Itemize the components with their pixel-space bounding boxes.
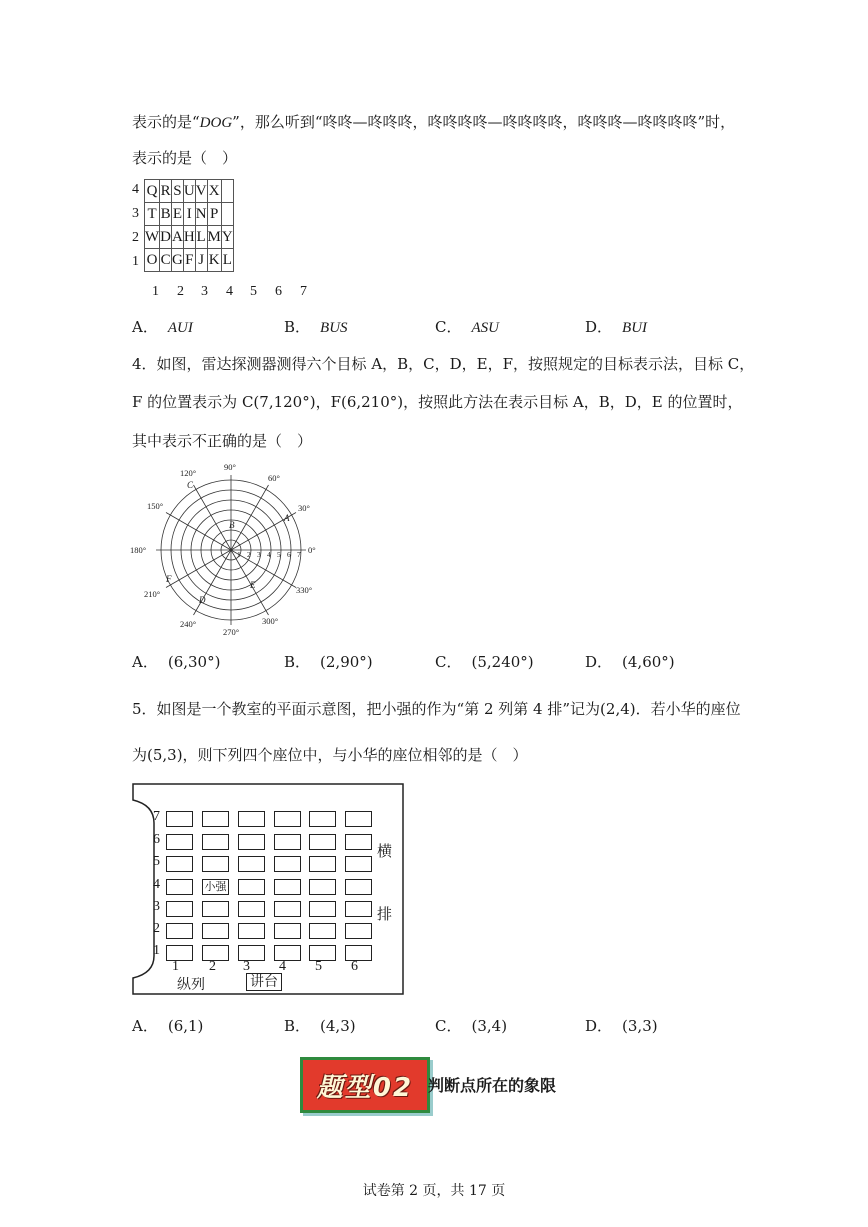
grid-row-label: 1 [132, 254, 139, 269]
q3-line1 [132, 112, 735, 133]
point-c: C [187, 480, 194, 490]
option-value: (3,4) [471, 1017, 508, 1035]
seat [345, 945, 372, 961]
seat [309, 856, 336, 872]
option-label: B． [284, 653, 311, 671]
option-label: C． [435, 653, 462, 671]
grid-col-label: 4 [226, 284, 233, 299]
angle-label: 300° [262, 616, 279, 626]
seat [166, 923, 193, 939]
col-label: 4 [279, 959, 286, 974]
angle-label: 330° [296, 585, 313, 595]
point-a: A [284, 513, 290, 523]
grid-cell: F [183, 249, 195, 272]
zonglie-label: 纵列 [177, 977, 205, 993]
row-label: 7 [153, 809, 160, 824]
seat [345, 879, 372, 895]
col-label: 1 [172, 959, 179, 974]
q3-option-a[interactable] [132, 317, 193, 338]
ring-label: 1 [237, 550, 241, 559]
q5-line2: 为(5,3)，则下列四个座位中，与小华的座位相邻的是（ ） [132, 746, 528, 764]
angle-label: 240° [180, 619, 197, 629]
point-d: D [199, 595, 206, 605]
section-badge-text: 题型02 [316, 1072, 414, 1103]
seat [345, 834, 372, 850]
seat [166, 901, 193, 917]
row-label: 4 [153, 877, 160, 892]
option-value: (4,3) [320, 1017, 356, 1035]
grid-cell: A [172, 226, 184, 249]
angle-label: 90° [224, 462, 236, 472]
grid-cell: R [160, 180, 172, 203]
grid-col-label: 3 [201, 284, 208, 299]
grid-col-label: 7 [300, 284, 307, 299]
pai-label: 排 [377, 905, 393, 923]
grid-cell [221, 180, 233, 203]
seat [238, 856, 265, 872]
seat [238, 879, 265, 895]
q3-option-c[interactable] [435, 317, 499, 338]
q4-line1: 4．如图，雷达探测器测得六个目标 A，B，C，D，E，F，按照规定的目标表示法，目标 C， [132, 355, 755, 373]
grid-cell: L [195, 226, 207, 249]
ring-label: 2 [247, 550, 251, 559]
angle-label: 270° [223, 627, 240, 637]
spoke [194, 485, 232, 550]
grid-cell: U [183, 180, 195, 203]
option-value: ASU [471, 320, 499, 336]
row-label: 2 [153, 921, 160, 936]
seat [238, 923, 265, 939]
radar-figure [128, 458, 328, 640]
grid-cell: I [183, 203, 195, 226]
seat [274, 856, 301, 872]
seat [166, 945, 193, 961]
seat [238, 811, 265, 827]
option-value: (6,30°) [167, 653, 221, 671]
seat [309, 879, 336, 895]
option-value: (4,60°) [622, 653, 675, 671]
angle-label: 30° [298, 503, 310, 513]
q4-option-a[interactable] [132, 652, 220, 672]
ring-label: 5 [277, 550, 281, 559]
grid-row-label: 3 [132, 206, 139, 221]
option-value: (2,90°) [320, 653, 373, 671]
seat [309, 901, 336, 917]
radar-spokes [156, 475, 306, 625]
seat [274, 879, 301, 895]
point-e: E [250, 580, 256, 590]
ring-label: 3 [257, 550, 261, 559]
option-value: (3,3) [622, 1017, 658, 1035]
q3-line1-pre: 表示的是“ [132, 113, 200, 131]
grid-cell: J [195, 249, 207, 272]
seat [166, 856, 193, 872]
option-value: BUS [320, 320, 348, 336]
grid-col-label: 5 [250, 284, 257, 299]
spoke [166, 513, 231, 551]
seat [274, 834, 301, 850]
grid-cell: T [145, 203, 160, 226]
seat [309, 811, 336, 827]
option-label: C． [435, 1017, 462, 1035]
page-footer: 试卷第 2 页，共 17 页 [362, 1183, 506, 1199]
col-label: 5 [315, 959, 322, 974]
grid-cell: X [207, 180, 221, 203]
classroom-figure [132, 783, 402, 994]
grid-cell: N [195, 203, 207, 226]
spoke [166, 550, 231, 588]
option-label: A． [132, 653, 158, 671]
grid-col-label: 2 [177, 284, 184, 299]
ring-label: 6 [287, 550, 291, 559]
seat [202, 834, 229, 850]
option-value: (6,1) [167, 1017, 204, 1035]
option-value: BUI [622, 320, 648, 336]
grid-cell: K [207, 249, 221, 272]
heng-label: 横 [377, 842, 393, 860]
grid-cell: B [160, 203, 172, 226]
angle-label: 0° [308, 545, 316, 555]
seat [166, 834, 193, 850]
ring-label: 4 [267, 550, 271, 559]
q5-option-b[interactable] [284, 1016, 356, 1036]
seat [309, 945, 336, 961]
seat [202, 923, 229, 939]
row-label: 5 [153, 854, 160, 869]
grid-cell: O [145, 249, 160, 272]
grid-cell: H [183, 226, 195, 249]
seat [202, 856, 229, 872]
option-value: (5,240°) [471, 653, 534, 671]
q3-line2: 表示的是（ ） [132, 149, 238, 167]
angle-label: 210° [144, 589, 161, 599]
angle-label: 60° [268, 473, 280, 483]
point-b: B [229, 520, 235, 530]
q5-option-d[interactable] [585, 1016, 658, 1036]
grid-cell: Q [145, 180, 160, 203]
option-label: D． [585, 653, 613, 671]
seat [202, 901, 229, 917]
seat [345, 856, 372, 872]
option-value: AUI [167, 320, 193, 336]
q3-option-b[interactable] [284, 317, 348, 338]
spoke [194, 550, 232, 615]
q3-option-d[interactable] [585, 317, 647, 338]
seat-xiaoqiang: 小强 [202, 879, 229, 895]
seat [345, 901, 372, 917]
grid-cell: L [221, 249, 233, 272]
q4-option-c[interactable] [435, 652, 534, 672]
grid-cell: G [172, 249, 184, 272]
seat [202, 811, 229, 827]
q4-option-d[interactable] [585, 652, 675, 672]
grid-cell: E [172, 203, 184, 226]
option-label: B． [284, 1017, 311, 1035]
option-label: B． [284, 318, 311, 336]
seat [274, 923, 301, 939]
grid-cell: V [195, 180, 207, 203]
seat [166, 811, 193, 827]
seat [309, 834, 336, 850]
grid-cell: Y [221, 226, 233, 249]
option-label: C． [435, 318, 462, 336]
q5-option-c[interactable] [435, 1016, 507, 1036]
q5-line1: 5．如图是一个教室的平面示意图，把小强的作为“第 2 列第 4 排”记为(2,4)．若小华的座位 [132, 700, 741, 718]
grid-col-label: 6 [275, 284, 282, 299]
row-label: 6 [153, 832, 160, 847]
section-badge [300, 1057, 430, 1113]
q4-line2: F 的位置表示为 C(7,120°)，F(6,210°)，按照此方法在表示目标 A，B，D，E 的位置时， [132, 393, 743, 411]
q4-line3: 其中表示不正确的是（ ） [132, 432, 313, 450]
q3-line1-post: ”，那么听到“咚咚—咚咚咚，咚咚咚咚—咚咚咚咚，咚咚咚—咚咚咚咚”时， [232, 113, 736, 131]
angle-label: 120° [180, 468, 197, 478]
point-f: F [166, 574, 172, 584]
spoke [231, 485, 269, 550]
grid-cell: W [145, 226, 160, 249]
grid-cell: D [160, 226, 172, 249]
angle-label: 150° [147, 501, 164, 511]
seat [345, 923, 372, 939]
grid-row-label: 2 [132, 230, 139, 245]
seat [274, 811, 301, 827]
option-label: A． [132, 318, 158, 336]
grid-cell: M [207, 226, 221, 249]
jiangtai-label: 讲台 [246, 973, 282, 991]
q4-option-b[interactable] [284, 652, 373, 672]
letter-table [144, 179, 234, 272]
grid-row-label: 4 [132, 182, 139, 197]
seat [166, 879, 193, 895]
row-label: 3 [153, 899, 160, 914]
q3-line1-italic: DOG [199, 115, 233, 131]
seat [238, 834, 265, 850]
grid-cell: S [172, 180, 184, 203]
grid-cell: C [160, 249, 172, 272]
option-label: A． [132, 1017, 158, 1035]
row-label: 1 [153, 943, 160, 958]
col-label: 6 [351, 959, 358, 974]
ring-label: 7 [297, 550, 301, 559]
option-label: D． [585, 318, 613, 336]
seat [238, 901, 265, 917]
col-label: 2 [209, 959, 216, 974]
seat [274, 901, 301, 917]
angle-label: 180° [130, 545, 147, 555]
grid-cell: P [207, 203, 221, 226]
grid-cell [221, 203, 233, 226]
col-label: 3 [243, 959, 250, 974]
section-title: 判断点所在的象限 [428, 1076, 557, 1095]
option-label: D． [585, 1017, 613, 1035]
grid-col-label: 1 [152, 284, 159, 299]
seat [345, 811, 372, 827]
seat [309, 923, 336, 939]
q5-option-a[interactable] [132, 1016, 203, 1036]
